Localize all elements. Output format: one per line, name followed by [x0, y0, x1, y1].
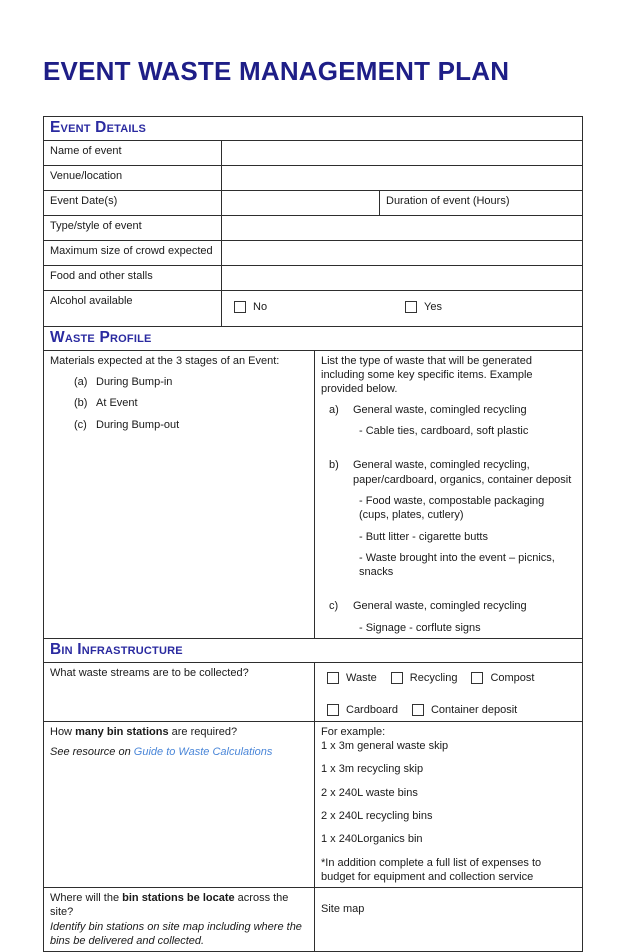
checkbox-icon[interactable]	[405, 301, 417, 313]
waste-checkbox[interactable]	[327, 671, 377, 685]
checkbox-icon[interactable]	[391, 672, 403, 684]
type-style-field[interactable]	[221, 216, 582, 240]
bin-stations-examples-cell	[314, 722, 582, 887]
bin-stations-resource-note: See resource on Guide to Waste Calculations	[50, 746, 273, 759]
list-subitem: - Signage - corflute signs	[359, 621, 481, 634]
waste-profile-left-intro: Materials expected at the 3 stages of an Event:	[50, 354, 280, 367]
bin-location-question-cell	[44, 888, 314, 951]
alcohol-available-label: Alcohol available	[50, 294, 133, 307]
list-item	[329, 458, 576, 487]
examples-title: For example:	[321, 725, 386, 738]
event-dates-field[interactable]	[221, 191, 379, 215]
list-subitem: - Butt litter - cigarette butts	[359, 530, 488, 543]
table-row	[44, 190, 582, 215]
venue-location-label: Venue/location	[50, 169, 123, 182]
alcohol-options-cell	[221, 291, 582, 326]
table-row	[44, 140, 582, 165]
list-subitem: - Cable ties, cardboard, soft plastic	[359, 425, 529, 438]
example-item: 2 x 240L waste bins	[321, 786, 418, 799]
bin-location-note: Identify bin stations on site map including where the bins be delivered and collected.	[50, 920, 302, 948]
section-row-bin-infrastructure	[44, 638, 582, 662]
example-item: 1 x 240Lorganics bin	[321, 833, 423, 846]
bin-stations-question-cell	[44, 722, 314, 887]
section-row-waste-profile	[44, 326, 582, 350]
section-row-event-details	[44, 117, 582, 140]
stage-marker: (b)	[74, 397, 88, 410]
stream-label: Compost	[490, 672, 535, 685]
list-item	[74, 396, 308, 410]
item-marker: a)	[329, 403, 339, 416]
stage-text: During Bump-in	[96, 376, 173, 389]
list-item	[74, 375, 308, 389]
item-marker: c)	[329, 600, 339, 613]
duration-of-event-label: Duration of event (Hours)	[379, 191, 582, 215]
table-row	[44, 290, 582, 326]
document-page	[43, 57, 583, 952]
waste-profile-left-cell	[44, 351, 314, 638]
waste-profile-right-cell	[314, 351, 582, 638]
food-stalls-field[interactable]	[221, 266, 582, 290]
crowd-size-field[interactable]	[221, 241, 582, 265]
item-text: General waste, comingled recycling	[353, 600, 527, 613]
waste-profile-right-intro: List the type of waste that will be generated including some key specific items. Example provided below.	[321, 354, 533, 396]
checkbox-icon[interactable]	[471, 672, 483, 684]
stage-marker: (a)	[74, 376, 88, 389]
section-heading-waste-profile: Waste Profile	[50, 328, 152, 346]
bold-text: many bin stations	[75, 725, 169, 738]
venue-location-field[interactable]	[221, 166, 582, 190]
type-style-label: Type/style of event	[50, 219, 142, 232]
alcohol-yes-checkbox[interactable]	[405, 294, 576, 323]
container-deposit-checkbox[interactable]	[412, 703, 517, 717]
stage-text: At Event	[96, 397, 138, 410]
alcohol-no-label: No	[253, 300, 268, 313]
list-subitem: - Food waste, compostable packaging (cups, plates, cutlery)	[359, 494, 545, 522]
checkbox-icon[interactable]	[327, 704, 339, 716]
table-row	[44, 721, 582, 887]
stream-label: Cardboard	[346, 704, 398, 717]
site-map-cell: Site map	[314, 888, 582, 951]
table-row	[44, 165, 582, 190]
waste-streams-cell	[314, 663, 582, 721]
item-text: General waste, comingled recycling, paper/cardboard, organics, container deposit	[353, 459, 572, 486]
stream-label: Container deposit	[430, 704, 518, 717]
bin-location-question: Where will the bin stations be locate across the site?	[50, 892, 289, 919]
example-item: 1 x 3m recycling skip	[321, 763, 424, 776]
example-item: 1 x 3m general waste skip	[321, 740, 449, 753]
table-row	[44, 887, 582, 951]
stream-label: Waste	[346, 672, 377, 685]
food-stalls-label: Food and other stalls	[50, 269, 153, 282]
crowd-size-label: Maximum size of crowd expected	[50, 244, 213, 257]
alcohol-yes-label: Yes	[424, 300, 442, 313]
table-row	[44, 662, 582, 721]
waste-streams-row1	[321, 666, 576, 685]
bold-text: bin stations be locate	[122, 892, 235, 905]
section-heading-bin-infrastructure: Bin Infrastructure	[50, 641, 183, 659]
cardboard-checkbox[interactable]	[327, 703, 398, 717]
event-dates-label: Event Date(s)	[50, 194, 118, 207]
stage-text: During Bump-out	[96, 418, 180, 431]
table-row	[44, 215, 582, 240]
compost-checkbox[interactable]	[471, 671, 534, 685]
guide-to-waste-calculations-link[interactable]: Guide to Waste Calculations	[133, 746, 273, 759]
table-row	[44, 265, 582, 290]
checkbox-icon[interactable]	[327, 672, 339, 684]
alcohol-no-checkbox[interactable]	[234, 294, 405, 323]
example-item: 2 x 240L recycling bins	[321, 809, 433, 822]
table-row	[44, 240, 582, 265]
page-title: EVENT WASTE MANAGEMENT PLAN	[43, 56, 510, 86]
stage-marker: (c)	[74, 418, 87, 431]
examples-note: *In addition complete a full list of expenses to budget for equipment and collection service	[321, 856, 542, 883]
checkbox-icon[interactable]	[234, 301, 246, 313]
stream-label: Recycling	[409, 672, 458, 685]
list-subitem: - Waste brought into the event – picnics, snacks	[359, 551, 555, 579]
form-table	[43, 116, 583, 952]
waste-streams-question: What waste streams are to be collected?	[50, 667, 249, 680]
list-item	[329, 599, 576, 613]
list-item	[74, 418, 308, 432]
table-row	[44, 350, 582, 638]
recycling-checkbox[interactable]	[391, 671, 458, 685]
waste-streams-row2	[321, 698, 576, 717]
item-marker: b)	[329, 459, 339, 472]
item-text: General waste, comingled recycling	[353, 403, 527, 416]
checkbox-icon[interactable]	[412, 704, 424, 716]
list-item	[329, 403, 576, 417]
name-of-event-field[interactable]	[221, 141, 582, 165]
section-heading-event-details: Event Details	[50, 118, 147, 136]
bin-stations-question: How many bin stations are required?	[50, 725, 238, 738]
name-of-event-label: Name of event	[50, 144, 122, 157]
